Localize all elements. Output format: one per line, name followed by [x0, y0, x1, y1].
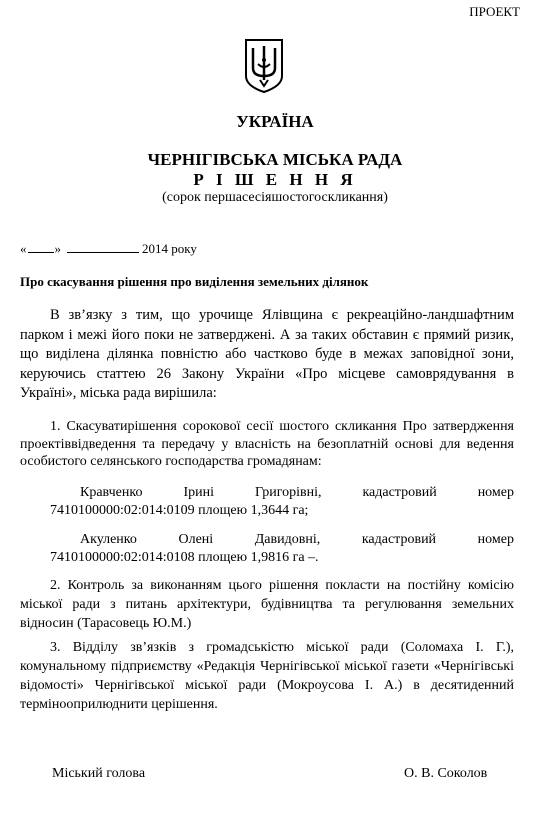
- document-type: Р І Ш Е Н Н Я: [193, 170, 357, 189]
- person-1-line-2: 7410100000:02:014:0109 площею 1,3644 га;: [50, 503, 309, 518]
- person-2-entry: [20, 531, 514, 567]
- person-2-surname: Акуленко: [80, 532, 137, 547]
- person-2-number-label: номер: [477, 532, 514, 547]
- signatory-name: О. В. Соколов: [404, 766, 488, 781]
- person-2-cadastral-label: кадастровий: [361, 532, 437, 547]
- person-2-patronymic: Давидовні,: [254, 532, 321, 547]
- person-1-line-1: [20, 484, 514, 502]
- country-title: УКРАЇНА: [236, 112, 314, 131]
- person-1-entry: [20, 484, 514, 520]
- person-1-name: Ірині: [183, 485, 214, 500]
- month-blank: [67, 241, 139, 253]
- decision-date: [20, 241, 197, 257]
- person-2-name: Олені: [178, 532, 214, 547]
- date-open-quote: «: [20, 241, 27, 256]
- person-1-patronymic: Григорівні,: [254, 485, 322, 500]
- preamble-paragraph: В зв’язку з тим, що урочище Ялівщина є рекреаційно-ландшафтним парком і межі його поки не затверджені. А за таких обставин є прямий ризик, що виділена ділянка повністю або частково буде в межах заповідної зони, керуючись статтею 26 Закону України «Про місцеве самоврядування в Україні», міська рада вирішила:: [20, 307, 514, 401]
- person-2-line-1: [20, 531, 514, 549]
- person-1-cadastral-label: кадастровий: [362, 485, 437, 500]
- session-line: (сорок першасесіяшостогоскликання): [162, 190, 388, 205]
- item-1-paragraph: 1. Скасуватирішення сорокової сесії шостого скликання Про затвердження проектіввідведення та передачу у власність на безоплатній основі для ведення особистого селянського господарства громадянам:: [20, 419, 514, 469]
- signatory-role: Міський голова: [52, 766, 146, 781]
- council-title: ЧЕРНІГІВСЬКА МІСЬКА РАДА: [147, 150, 403, 169]
- date-year: 2014 року: [142, 241, 197, 256]
- person-1-number-label: номер: [477, 485, 514, 500]
- decision-subject: Про скасування рішення про виділення земельних ділянок: [20, 274, 369, 289]
- day-blank: [28, 241, 54, 253]
- item-3-paragraph: 3. Відділу зв’язків з громадськістю міської ради (Соломаха І. Г.), комунальному підприємству «Редакція Чернігівської міської газети «Чернігівські відомості» Чернігівської міської ради (Мокроусова І. А.) в десятиденний термінооприлюднити церішення.: [20, 640, 514, 712]
- draft-stamp: ПРОЕКТ: [469, 4, 520, 19]
- trident-coat-of-arms-icon: [244, 38, 284, 94]
- item-2-paragraph: 2. Контроль за виконанням цього рішення покласти на постійну комісію міської ради з питань архітектури, будівництва та регулювання земельних відносин (Тарасовець Ю.М.): [20, 578, 514, 631]
- date-close-quote: »: [54, 241, 61, 256]
- person-1-surname: Кравченко: [80, 485, 143, 500]
- person-2-line-2: 7410100000:02:014:0108 площею 1,9816 га –.: [50, 550, 319, 565]
